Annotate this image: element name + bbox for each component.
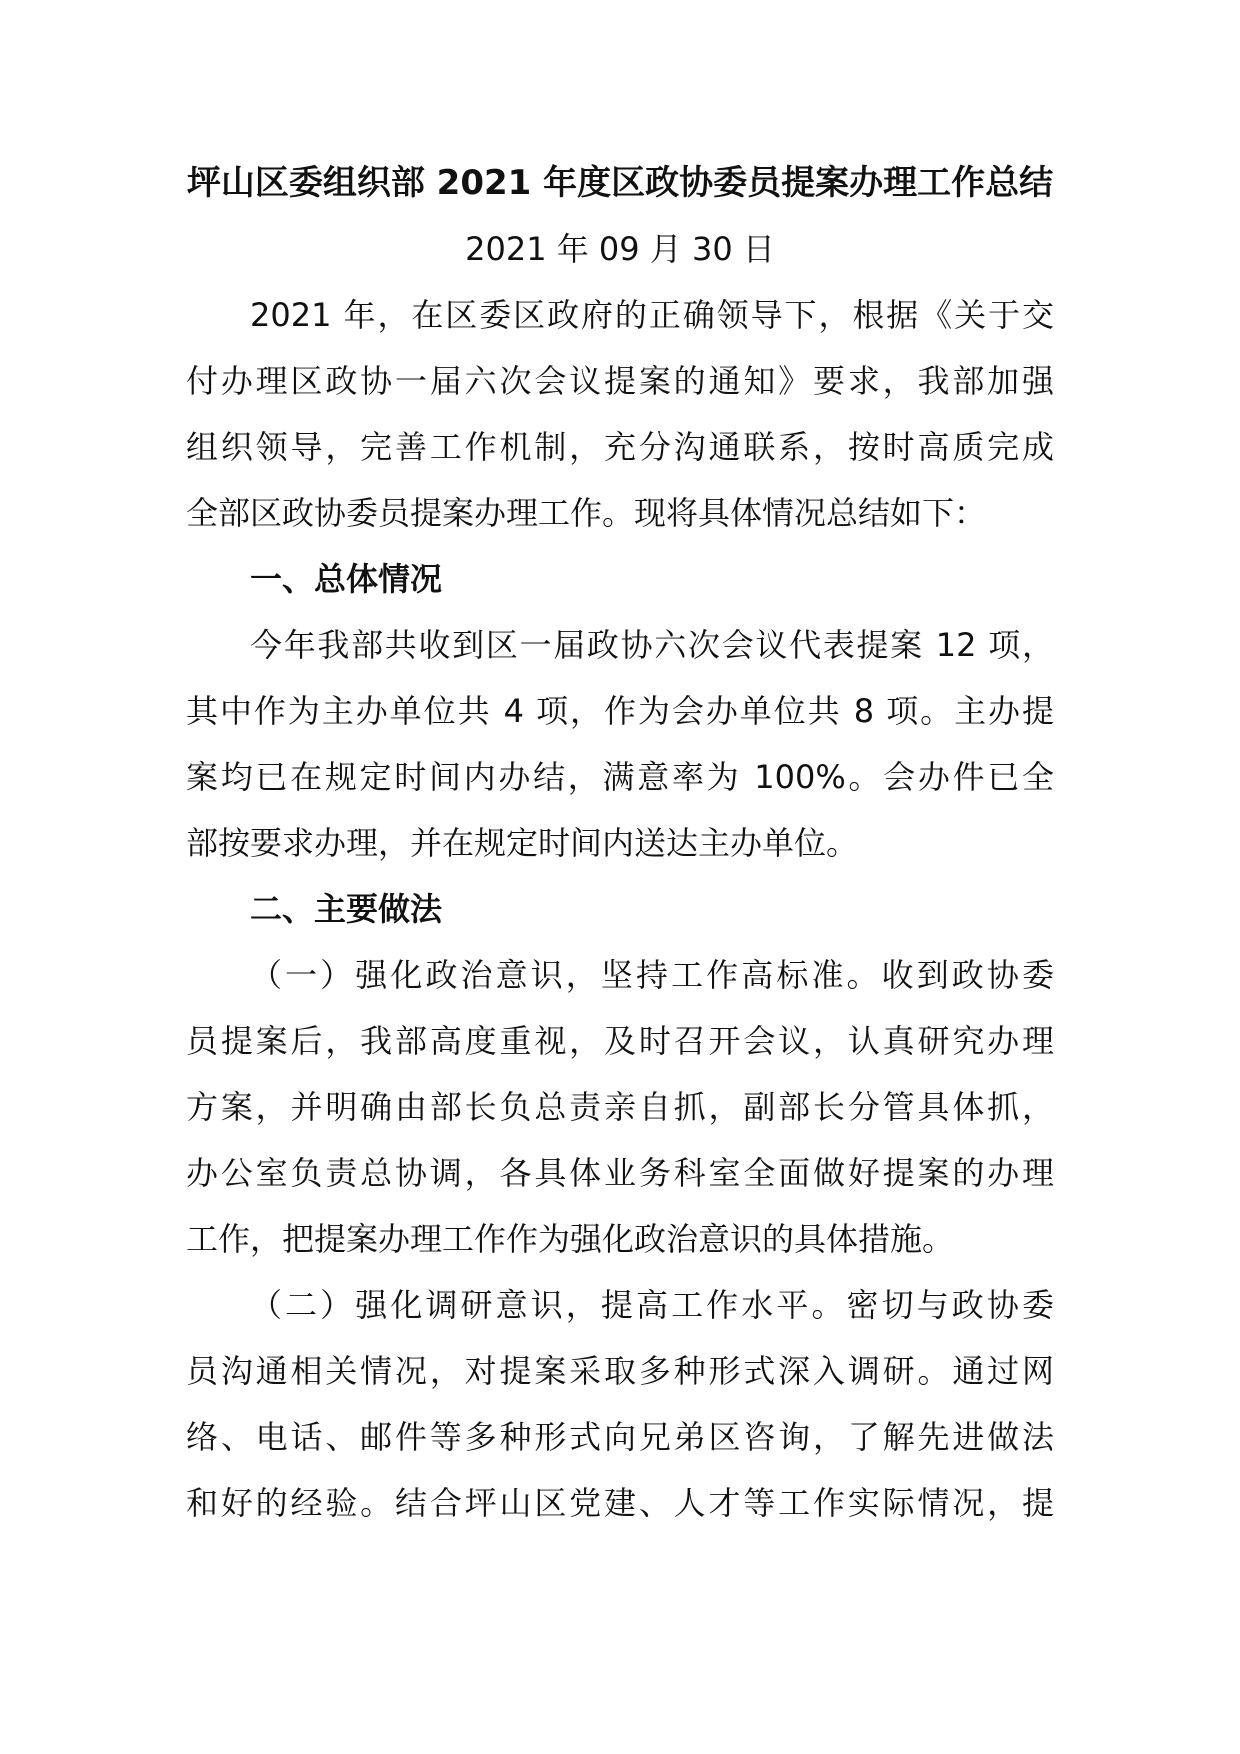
paragraph-line: 方案，并明确由部长负总责亲自抓，副部长分管具体抓， xyxy=(186,1088,1054,1126)
paragraph-line: 其中作为主办单位共 4 项，作为会办单位共 8 项。主办提 xyxy=(186,692,1054,730)
document-date: 2021 年 09 月 30 日 xyxy=(465,230,775,268)
paragraph-line: 2021 年，在区委区政府的正确领导下，根据《关于交 xyxy=(250,296,1054,334)
paragraph-line: 工作，把提案办理工作作为强化政治意识的具体措施。 xyxy=(186,1220,955,1258)
paragraph-line: 今年我部共收到区一届政协六次会议代表提案 12 项， xyxy=(250,626,1054,664)
paragraph-line: 组织领导，完善工作机制，充分沟通联系，按时高质完成 xyxy=(186,428,1054,466)
paragraph-line: 案均已在规定时间内办结，满意率为 100%。会办件已全 xyxy=(186,758,1054,796)
paragraph-line: 全部区政协委员提案办理工作。现将具体情况总结如下： xyxy=(186,494,987,532)
paragraph-line: 员沟通相关情况，对提案采取多种形式深入调研。通过网 xyxy=(186,1352,1054,1390)
intro-paragraph xyxy=(186,282,1054,546)
paragraph-line: 部按要求办理，并在规定时间内送达主办单位。 xyxy=(186,824,859,862)
section-heading-overview: 一、总体情况 xyxy=(250,560,443,598)
section-heading-practices: 二、主要做法 xyxy=(250,890,443,928)
paragraph-line: 付办理区政协一届六次会议提案的通知》要求，我部加强 xyxy=(186,362,1054,400)
paragraph-line: （二）强化调研意识，提高工作水平。密切与政协委 xyxy=(250,1286,1054,1324)
practice-item-1-paragraph xyxy=(186,942,1054,1272)
document-title: 坪山区委组织部 2021 年度区政协委员提案办理工作总结 xyxy=(186,163,1054,203)
paragraph-line: 员提案后，我部高度重视，及时召开会议，认真研究办理 xyxy=(186,1022,1054,1060)
paragraph-line: 办公室负责总协调，各具体业务科室全面做好提案的办理 xyxy=(186,1154,1054,1192)
paragraph-line: 和好的经验。结合坪山区党建、人才等工作实际情况，提 xyxy=(186,1484,1054,1522)
document-page xyxy=(186,150,1054,1536)
overview-paragraph xyxy=(186,612,1054,876)
paragraph-line: 络、电话、邮件等多种形式向兄弟区咨询，了解先进做法 xyxy=(186,1418,1054,1456)
paragraph-line: （一）强化政治意识，坚持工作高标准。收到政协委 xyxy=(250,956,1054,994)
practice-item-2-paragraph xyxy=(186,1272,1054,1536)
